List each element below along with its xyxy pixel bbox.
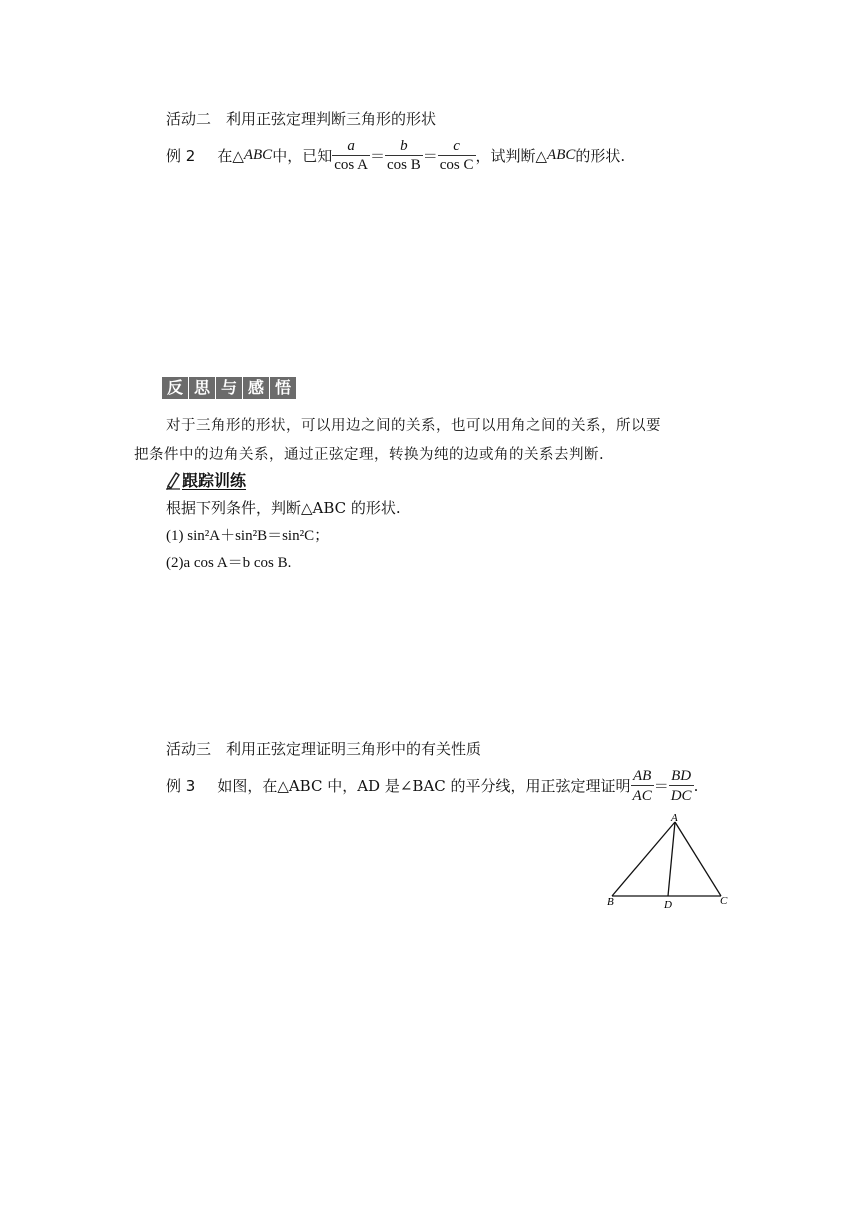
example2-text-4: 的形状. <box>575 146 626 165</box>
equals-3: ＝ <box>653 777 669 795</box>
badge-char-3: 与 <box>216 377 242 399</box>
frac-a-num: a <box>347 138 355 154</box>
example2-label: 例 2 <box>166 146 196 165</box>
fraction-b-cosB <box>385 136 423 174</box>
badge-char-5: 悟 <box>270 377 296 399</box>
example3-label: 例 3 <box>166 777 196 795</box>
label-C: C <box>720 895 728 907</box>
tracking-prompt: 根据下列条件，判断△ABC 的形状. <box>166 499 401 517</box>
activity2-heading: 活动二 利用正弦定理判断三角形的形状 <box>166 110 437 128</box>
tracking-item-2: (2)a cos A＝b cos B. <box>166 555 292 571</box>
example2-line <box>166 136 625 174</box>
frac-DC: DC <box>670 788 692 804</box>
pencil-icon <box>164 470 182 490</box>
example2-abc: ABC <box>243 146 273 163</box>
frac-c-den: cos C <box>439 157 474 173</box>
side-AB <box>612 822 675 896</box>
example2-abc-2: ABC <box>547 146 576 163</box>
reflection-line-2: 把条件中的边角关系，通过正弦定理，转换为纯的边或角的关系去判断. <box>134 447 605 463</box>
equals-1: ＝ <box>369 146 385 165</box>
fraction-a-cosA <box>332 136 370 174</box>
reflection-line-1: 对于三角形的形状，可以用边之间的关系，也可以用角之间的关系，所以要 <box>166 418 661 434</box>
tracking-title-row <box>164 468 246 491</box>
frac-AB: AB <box>632 768 652 784</box>
badge-char-2: 思 <box>189 377 215 399</box>
period: . <box>693 776 699 795</box>
example3-line <box>166 766 698 805</box>
label-D: D <box>664 899 672 911</box>
example2-text-2: 中，已知 <box>272 146 333 165</box>
side-AC <box>675 822 721 896</box>
frac-a-den: cos A <box>334 157 368 173</box>
fraction-AB-AC <box>631 766 654 805</box>
tracking-item-1: (1) sin²A＋sin²B＝sin²C； <box>166 528 330 544</box>
frac-b-den: cos B <box>386 157 421 173</box>
activity3-heading: 活动三 利用正弦定理证明三角形中的有关性质 <box>166 740 482 758</box>
tracking-title: 跟踪训练 <box>182 471 247 490</box>
frac-c-num: c <box>453 138 460 154</box>
example3-text: 如图，在△ABC 中，AD 是∠BAC 的平分线，用正弦定理证明 <box>217 777 631 795</box>
triangle-figure <box>600 808 740 918</box>
reflection-badge <box>162 377 296 399</box>
frac-AC: AC <box>632 788 652 804</box>
badge-char-4: 感 <box>243 377 269 399</box>
fraction-BD-DC <box>669 766 694 805</box>
frac-b-num: b <box>400 138 408 154</box>
label-B: B <box>607 896 614 908</box>
example2-text-3: ，试判断△ <box>475 146 548 165</box>
fraction-c-cosC <box>438 136 476 174</box>
example2-text-1: 在△ <box>217 146 244 165</box>
bisector-AD <box>668 822 675 896</box>
badge-char-1: 反 <box>162 377 188 399</box>
equals-2: ＝ <box>422 146 438 165</box>
label-A: A <box>671 812 678 824</box>
frac-BD: BD <box>671 768 692 784</box>
